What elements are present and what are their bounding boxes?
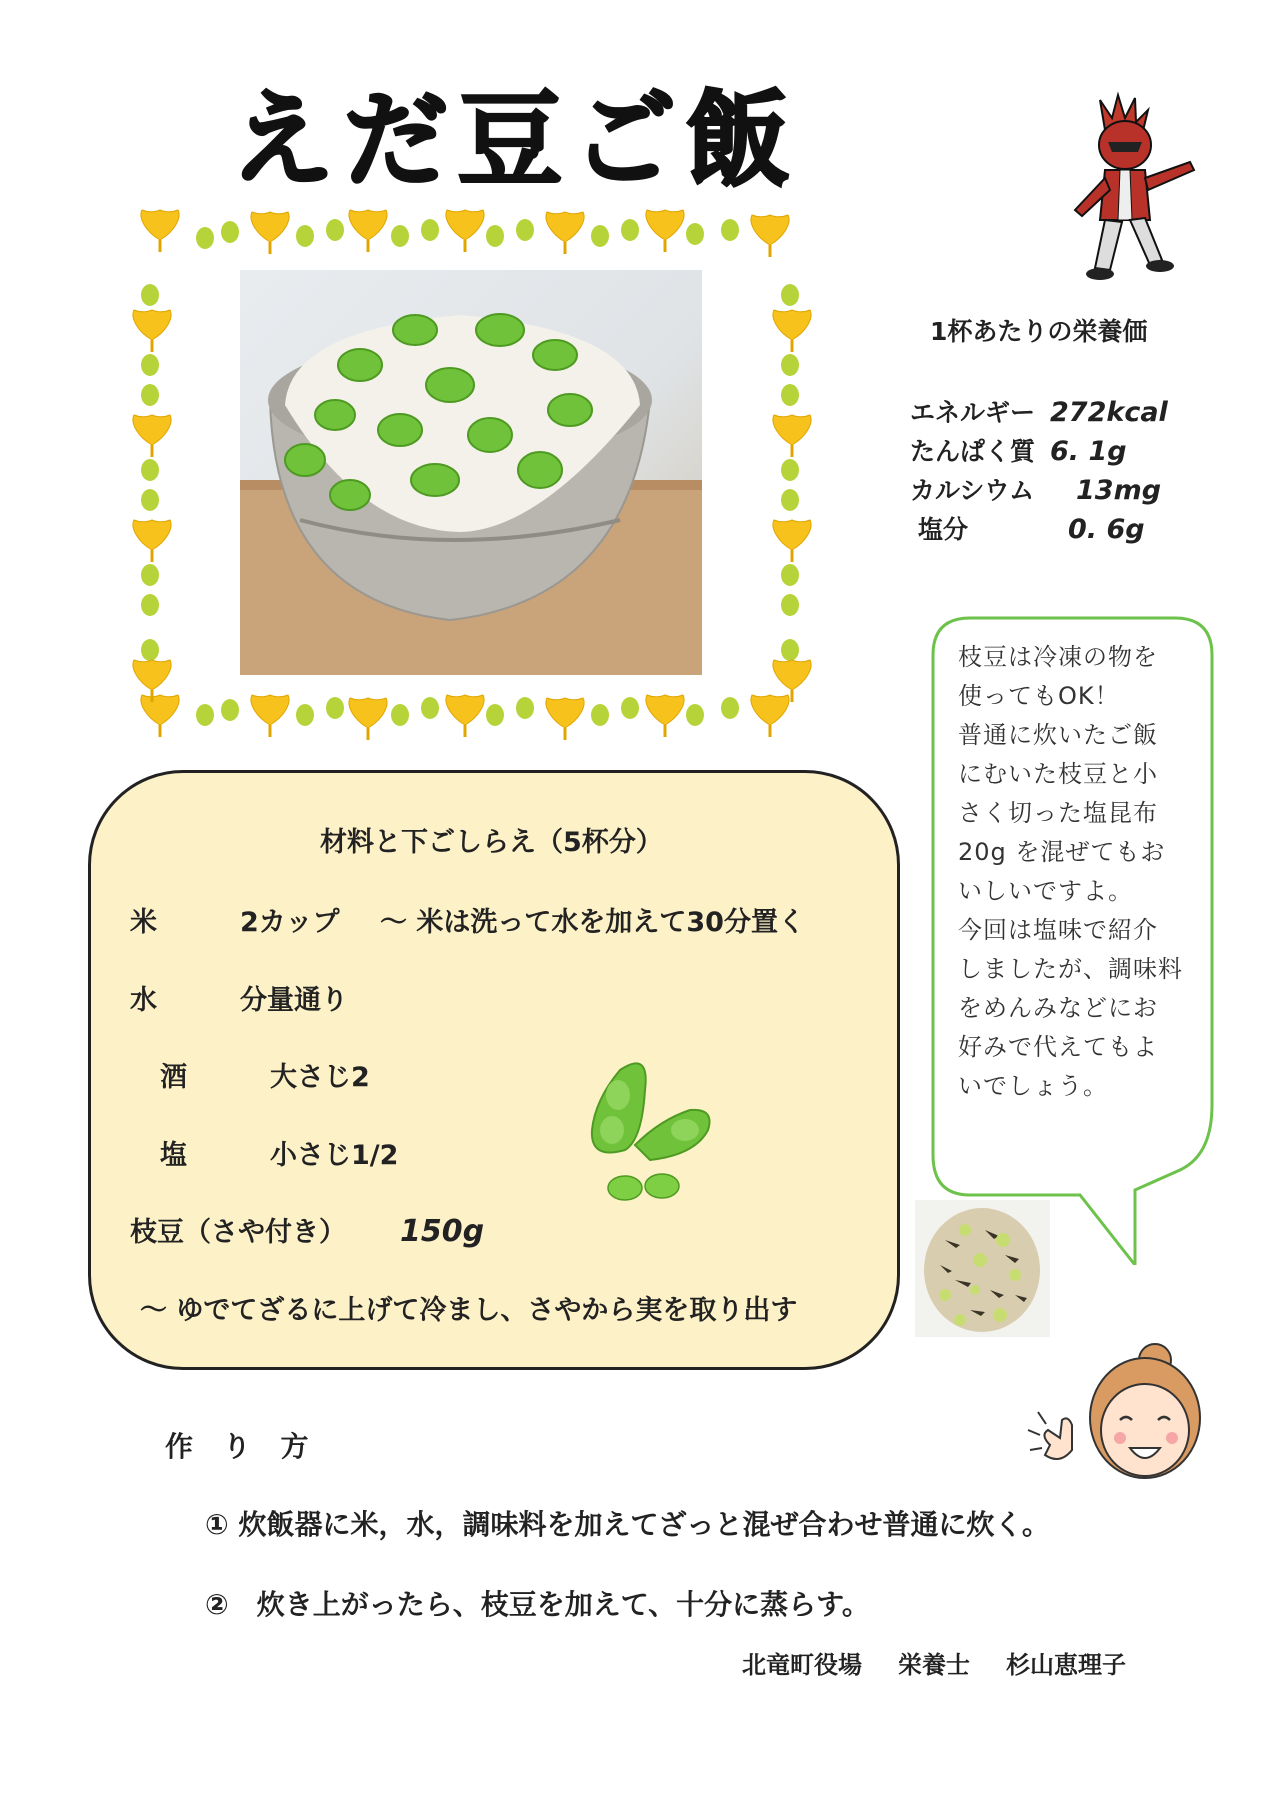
- ingredient-note: ～ 米は洗って水を加えて30分置く: [380, 907, 805, 938]
- ingredient-row-salt: [160, 1133, 398, 1172]
- tip-line: 20g を混ぜてもお: [958, 838, 1166, 866]
- method-heading: 作 り 方: [165, 1430, 319, 1463]
- nutrition-value: 13mg: [1076, 475, 1162, 506]
- method-step-1: ① 炊飯器に米，水，調味料を加えてざっと混ぜ合わせ普通に炊く。: [205, 1508, 1050, 1541]
- ingredient-amount: 大さじ2: [270, 1062, 370, 1093]
- tip-line: 枝豆は冷凍の物を: [958, 643, 1158, 671]
- nutrition-value: 272kcal: [1050, 397, 1168, 428]
- onigiri-photo: [915, 1200, 1050, 1337]
- nutrition-row-protein: [910, 432, 1127, 468]
- ingredient-row-sake: [160, 1055, 370, 1094]
- tip-line: 普通に炊いたご飯: [958, 721, 1158, 749]
- ingredient-row-edamame: [130, 1210, 484, 1249]
- edamame-rice-photo: [240, 270, 702, 675]
- nutrition-label: カルシウム: [910, 476, 1035, 505]
- nutrition-row-salt: [918, 510, 1145, 546]
- tip-line: にむいた枝豆と小: [958, 760, 1158, 788]
- nutrition-label: エネルギー: [910, 398, 1036, 427]
- method-step-2: ② 炊き上がったら、枝豆を加えて、十分に蒸らす。: [205, 1588, 870, 1621]
- nutrition-heading: 1杯あたりの栄養価: [930, 317, 1148, 346]
- nutrition-row-calcium: [910, 471, 1161, 507]
- signature-name: 杉山恵理子: [1006, 1651, 1126, 1679]
- signature-org: 北竜町役場: [742, 1651, 862, 1679]
- tip-text: [958, 638, 1198, 1106]
- tip-line: をめんみなどにお: [958, 994, 1158, 1022]
- ingredient-name: 塩: [160, 1140, 187, 1171]
- ingredient-name: 水: [130, 985, 157, 1016]
- girl-thumbs-up-icon: [1020, 1340, 1205, 1490]
- ingredient-row-rice: [130, 900, 805, 939]
- ingredient-amount: 150g: [400, 1214, 485, 1249]
- tip-line: 今回は塩味で紹介: [958, 916, 1158, 944]
- signature-role: 栄養士: [898, 1651, 970, 1679]
- ingredient-edamame-note: ～ ゆでてざるに上げて冷まし、さやから実を取り出す: [140, 1295, 798, 1326]
- ingredient-row-water: [130, 978, 348, 1017]
- nutrition-row-energy: [910, 393, 1168, 429]
- tip-line: しましたが、調味料: [958, 955, 1183, 983]
- edamame-pod-icon: [580, 1050, 715, 1205]
- ingredient-name: 枝豆（さや付き）: [130, 1217, 346, 1248]
- hero-mascot-icon: [1050, 90, 1200, 290]
- tip-line: 好みで代えてもよ: [958, 1033, 1158, 1061]
- tip-line: いでしょう。: [958, 1072, 1108, 1100]
- tip-line: 使ってもOK！: [958, 682, 1120, 710]
- ingredient-name: 酒: [160, 1062, 187, 1093]
- ingredients-heading: 材料と下ごしらえ（5杯分）: [320, 827, 663, 858]
- signature: [742, 1645, 1126, 1680]
- nutrition-label: 塩分: [918, 515, 969, 544]
- nutrition-value: 6. 1g: [1050, 436, 1127, 467]
- ingredient-name: 米: [130, 907, 157, 938]
- ingredient-amount: 分量通り: [240, 985, 348, 1016]
- tip-line: さく切った塩昆布: [958, 799, 1158, 827]
- ingredient-amount: 小さじ1/2: [270, 1140, 399, 1171]
- ingredient-amount: 2カップ: [240, 907, 340, 938]
- page-title: えだ豆ご飯: [230, 79, 801, 201]
- tip-line: いしいですよ。: [958, 877, 1133, 905]
- nutrition-label: たんぱく質: [910, 437, 1036, 466]
- nutrition-value: 0. 6g: [1068, 514, 1145, 545]
